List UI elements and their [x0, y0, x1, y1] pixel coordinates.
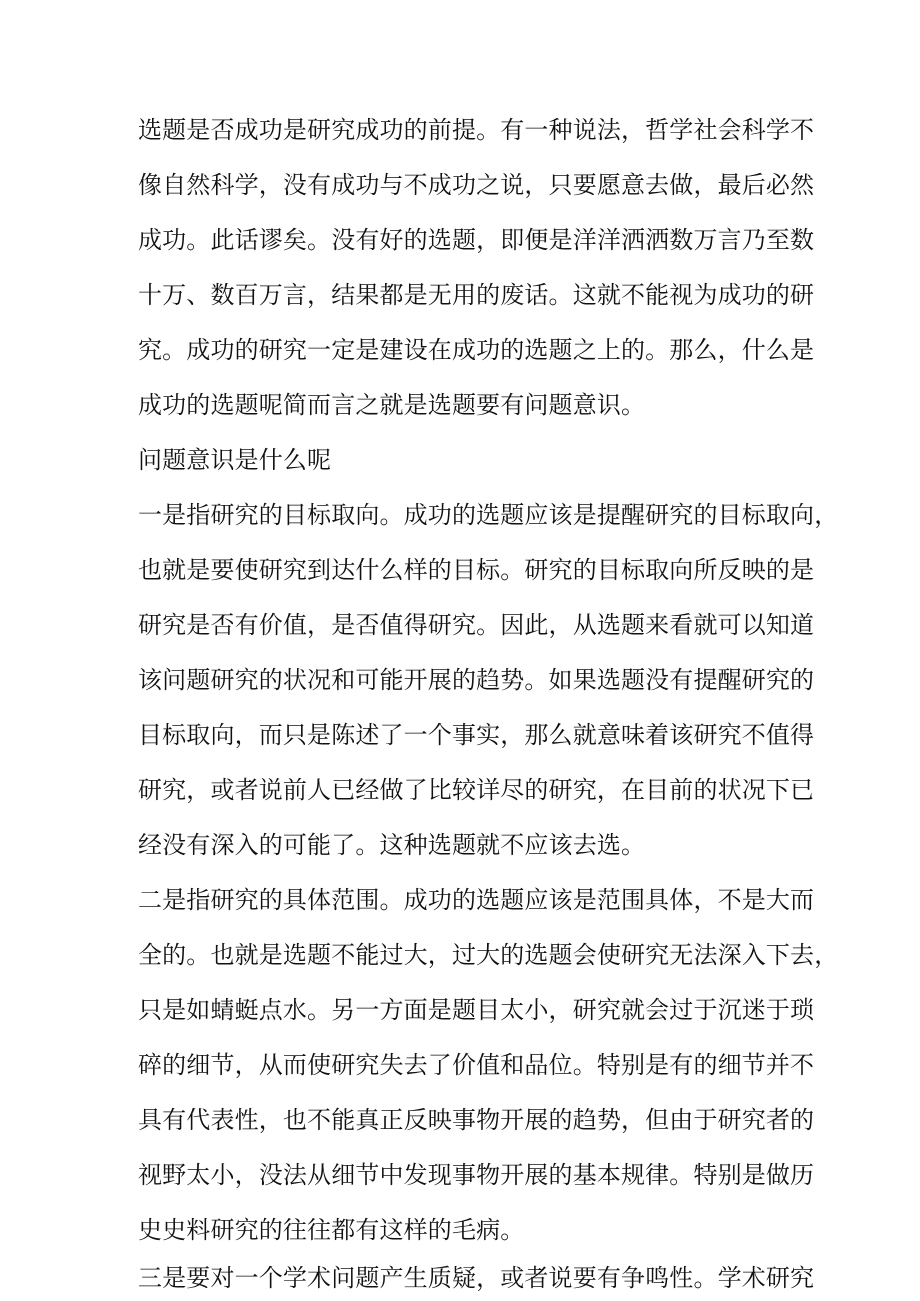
text-line: 二是指研究的具体范围。成功的选题应该是范围具体，不是大而	[138, 886, 815, 914]
text-line: 究。成功的研究一定是建设在成功的选题之上的。那么，什么是	[138, 336, 815, 364]
text-line: 史史料研究的往往都有这样的毛病。	[138, 1216, 525, 1244]
text-line: 目标取向，而只是陈述了一个事实，那么就意味着该研究不值得	[138, 721, 815, 749]
text-line: 像自然科学，没有成功与不成功之说，只要愿意去做，最后必然	[138, 171, 815, 199]
text-line: 碎的细节，从而使研究失去了价值和品位。特别是有的细节并不	[138, 1051, 815, 1079]
text-line: 三是要对一个学术问题产生质疑，或者说要有争鸣性。学术研究	[138, 1264, 815, 1292]
text-line: 也就是要使研究到达什么样的目标。研究的目标取向所反映的是	[138, 556, 815, 584]
text-line: 具有代表性，也不能真正反映事物开展的趋势，但由于研究者的	[138, 1106, 815, 1134]
text-line: 经没有深入的可能了。这种选题就不应该去选。	[138, 831, 646, 859]
text-line: 成功的选题呢简而言之就是选题要有问题意识。	[138, 391, 646, 419]
text-line: 视野太小，没法从细节中发现事物开展的基本规律。特别是做历	[138, 1161, 815, 1189]
text-line: 选题是否成功是研究成功的前提。有一种说法，哲学社会科学不	[138, 116, 815, 144]
text-line: 成功。此话谬矣。没有好的选题，即便是洋洋洒洒数万言乃至数	[138, 226, 815, 254]
text-line: 一是指研究的目标取向。成功的选题应该是提醒研究的目标取向，	[138, 501, 839, 529]
text-line: 该问题研究的状况和可能开展的趋势。如果选题没有提醒研究的	[138, 666, 815, 694]
text-line: 全的。也就是选题不能过大，过大的选题会使研究无法深入下去，	[138, 941, 839, 969]
text-line: 十万、数百万言，结果都是无用的废话。这就不能视为成功的研	[138, 281, 815, 309]
text-line: 问题意识是什么呢	[138, 446, 332, 474]
text-line: 研究是否有价值，是否值得研究。因此，从选题来看就可以知道	[138, 611, 815, 639]
text-line: 只是如蜻蜓点水。另一方面是题目太小，研究就会过于沉迷于琐	[138, 996, 815, 1024]
text-line: 研究，或者说前人已经做了比较详尽的研究，在目前的状况下已	[138, 776, 815, 804]
